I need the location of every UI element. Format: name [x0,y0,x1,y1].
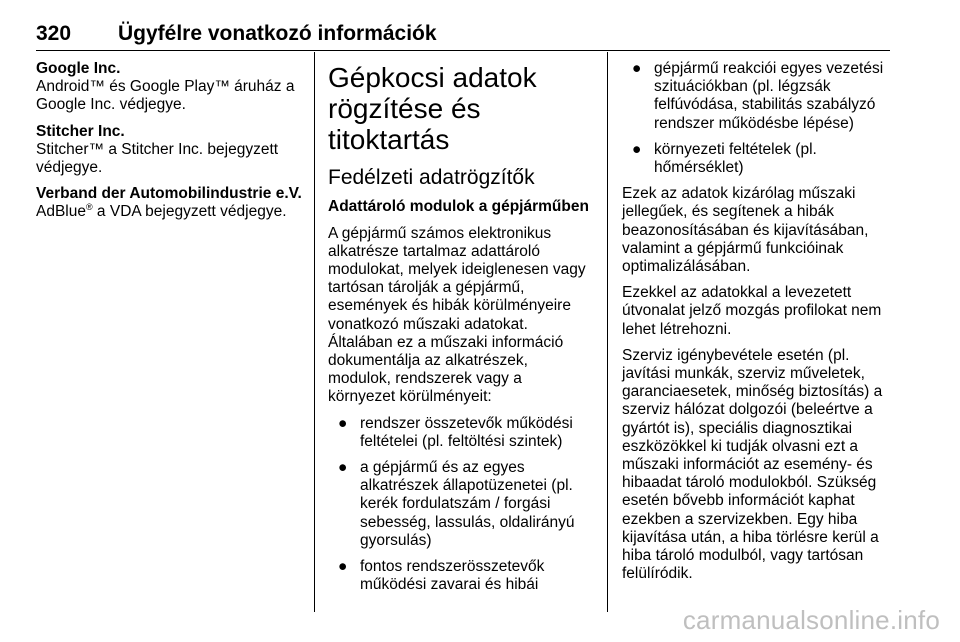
list-item [328,415,593,451]
adblue-word: AdBlue [36,203,86,221]
list-item [328,459,593,550]
trademark-text: Stitcher™ a Stitcher Inc. bejegyzett védjegye. [36,140,279,177]
bullet-icon: ● [632,140,642,158]
list-item [622,141,892,177]
heading-main: Gépkocsi adatok rögzítése és titoktartás [328,62,537,155]
trademark-text-rest: a VDA bejegyzett védjegye. [92,203,287,221]
bullet-icon: ● [338,414,348,432]
trademark-vda [36,185,308,221]
list-item [328,558,593,594]
bullet-list [622,60,892,177]
list-item [622,60,892,133]
page-number: 320 [36,22,72,45]
watermark: carmanualsonline.info [682,605,940,635]
column-data-continued [622,60,892,591]
registered-mark: ® [85,202,93,213]
trademark-text [36,203,308,221]
paragraph: Ezek az adatok kizárólag műszaki jellegűek, és segítenek a hibák beazonosításában és kijavításában, valamint a gépjármű funkcióinak optimalizálásában. [622,185,869,276]
paragraph: Ezekkel az adatokkal a levezetett útvonalat jelző mozgás profilokat nem lehet létrehozni. [622,284,882,338]
page-header [36,22,890,51]
trademark-stitcher [36,123,308,178]
list-item-text: gépjármű reakciói egyes vezetési szituációkban (pl. légzsák felfúvódása, stabilitás szabályzó rendszer működésbe lépése) [654,60,884,132]
column-trademarks [36,60,308,230]
column-divider-right [607,52,608,612]
bullet-icon: ● [338,458,348,476]
trademark-text: Android™ és Google Play™ áruház a Google Inc. védjegye. [36,78,295,114]
heading-minor: Adattároló modulok a gépjárműben [328,198,589,215]
column-divider-left [314,52,315,612]
bullet-icon: ● [632,60,642,77]
list-item-text: a gépjármű és az egyes alkatrészek állapotüzenetei (pl. kerék fordulatszám / forgási sebesség, lassulás, oldalirányú gyorsulás) [360,458,575,549]
list-item-text: környezeti feltételek (pl. hőmérséklet) [654,140,817,177]
bullet-list [328,415,593,595]
list-item-text: rendszer összetevők működési feltételei (pl. feltöltési szintek) [360,414,573,450]
list-item-text: fontos rendszerösszetevők működési zavarai és hibái [360,557,545,594]
bullet-icon: ● [338,557,348,575]
heading-sub: Fedélzeti adatrögzítők [328,166,535,189]
trademark-title: Stitcher Inc. [36,122,125,140]
paragraph: A gépjármű számos elektronikus alkatrésze tartalmaz adattároló modulokat, melyek ideiglenesen vagy tartósan tárolják a gépjármű, események és hibák körülményeire vonatkozó műszaki adatokat. Általában ez a műszaki információ dokumentálja az alkatrészek, modulok, rendszerek vagy a környezet körülményeit: [328,224,586,406]
section-title: Ügyfélre vonatkozó információk [118,22,437,45]
column-data-recording [328,60,593,602]
trademark-title: Google Inc. [36,60,121,77]
paragraph: Szerviz igénybevétele esetén (pl. javítási munkák, szerviz műveletek, garanciaesetek, minőség biztosítás) a szerviz hálózat dolgozói (beleértve a gyártót is), speciális diagnosztikai eszközökkel ki tudják olvasni ezt a műszaki információt az esemény- és hibaadat tároló modulokból. Szükség esetén bővebb információt kaphat ezekben a szervizekben. Egy hiba kijavítása után, a hiba törlésre kerül a hiba tároló modulból, vagy tartósan felülíródik. [622,346,883,583]
trademark-title: Verband der Automobilindustrie e.V. [36,185,302,203]
trademark-google [36,60,308,115]
